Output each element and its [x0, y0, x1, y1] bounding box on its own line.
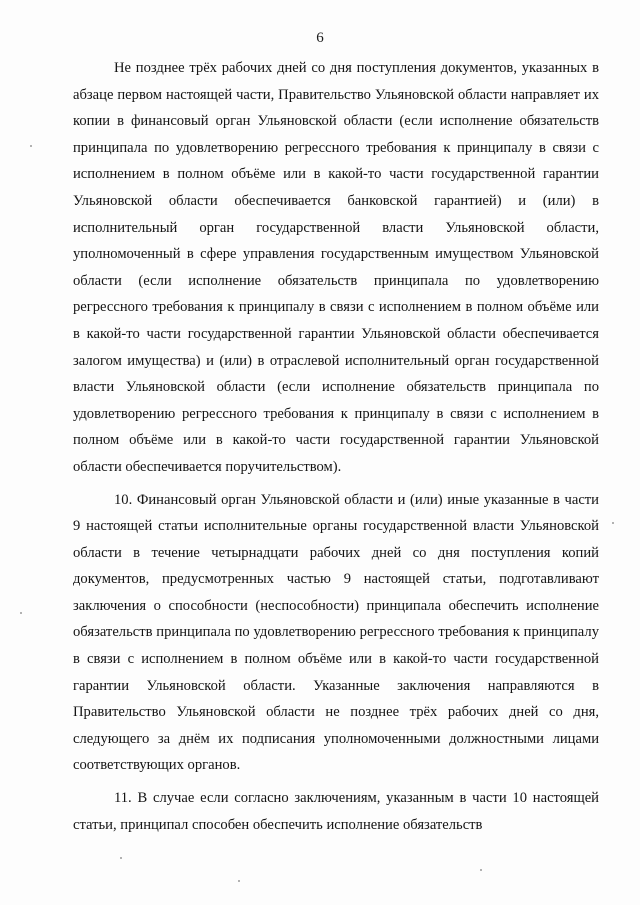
scan-speck: [480, 869, 482, 871]
document-body: [73, 55, 599, 838]
scan-speck: [612, 522, 614, 524]
page-number: 6: [316, 30, 324, 46]
scan-speck: [238, 880, 240, 882]
paragraph-clause-11: 11. В случае если согласно заключениям, указанным в части 10 настоящей статьи, принципал способен обеспечить исполнение обязательств: [73, 790, 599, 833]
scan-speck: [30, 145, 32, 147]
scan-speck: [120, 857, 122, 859]
paragraph-notification: Не позднее трёх рабочих дней со дня поступления документов, указанных в абзаце первом настоящей части, Правительство Ульяновской области направляет их копии в финансовый орган Ульяновской области (если исполнение обязательств принципала по удовлетворению регрессного требования к принципалу в связи с исполнением в полном объёме или в какой-то части государственной гарантии Ульяновской области обеспечивается банковской гарантией) и (или) в исполнительный орган государственной власти Ульяновской области, уполномоченный в сфере управления государственным имуществом Ульяновской области (если исполнение обязательств принципала по удовлетворению регрессного требования к принципалу в связи с исполнением в полном объёме или в какой-то части государственной гарантии Ульяновской области обеспечивается залогом имущества) и (или) в отраслевой исполнительный орган государственной власти Ульяновской области (если исполнение обязательств принципала по удовлетворению регрессного требования к принципалу в связи с исполнением в полном объёме или в какой-то части государственной гарантии Ульяновской области обеспечивается поручительством).: [73, 60, 599, 475]
scan-speck: [20, 612, 22, 614]
paragraph-clause-10: 10. Финансовый орган Ульяновской области и (или) иные указанные в части 9 настоящей статьи исполнительные органы государственной власти Ульяновской области в течение четырнадцати рабочих дней со дня поступления копий документов, предусмотренных частью 9 настоящей статьи, подготавливают заключения о способности (неспособности) принципала обеспечить исполнение обязательств принципала по удовлетворению регрессного требования к принципалу в связи с исполнением в полном объёме или в какой-то части государственной гарантии Ульяновской области. Указанные заключения направляются в Правительство Ульяновской области не позднее трёх рабочих дней со дня, следующего за днём их подписания уполномоченными должностными лицами соответствующих органов.: [73, 491, 599, 774]
